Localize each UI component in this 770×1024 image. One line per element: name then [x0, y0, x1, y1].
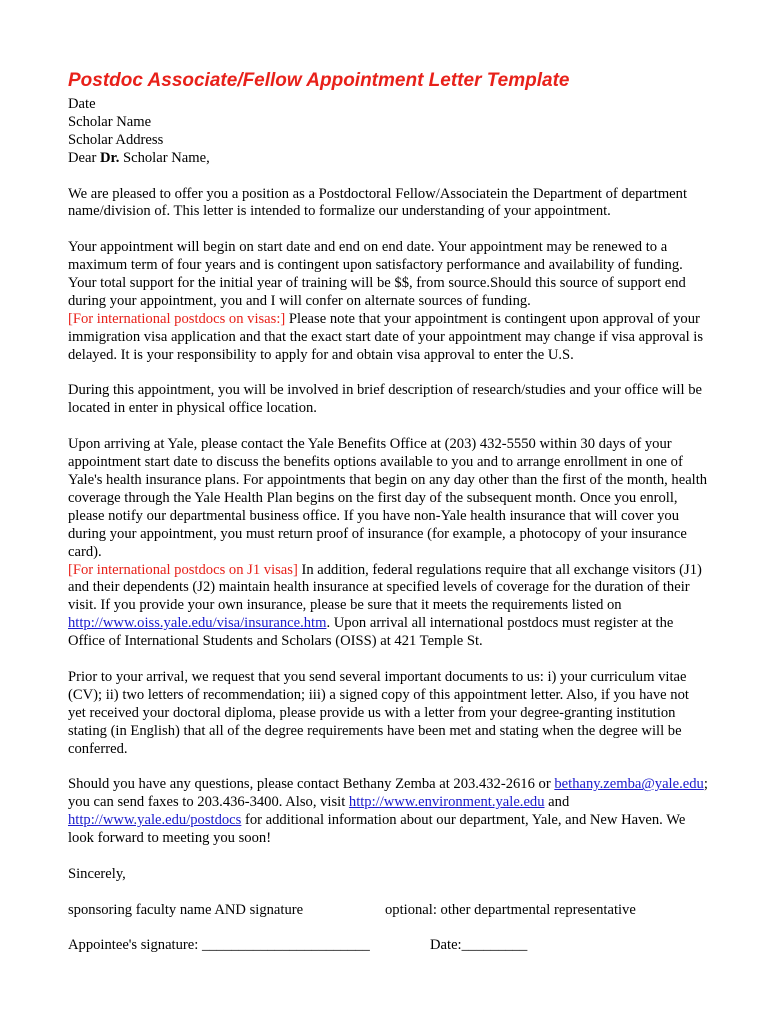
oiss-insurance-link[interactable]: http://www.oiss.yale.edu/visa/insurance.htm: [68, 615, 327, 632]
contact-text-a: Should you have any questions, please contact Bethany Zemba at 203.432-2616 or: [68, 776, 555, 793]
appointee-row: [68, 937, 710, 955]
contact-text-b: ; you can send faxes to 203.436-3400. Also, visit: [68, 776, 708, 811]
signature-row: [68, 902, 710, 920]
j1-note-tag: [For international postdocs on J1 visas]: [68, 561, 298, 578]
postdocs-site-link[interactable]: http://www.yale.edu/postdocs: [68, 812, 242, 829]
paragraph-research: During this appointment, you will be involved in brief description of research/studies and your office will be located in enter in physical office location.: [68, 382, 703, 417]
benefits-text: Upon arriving at Yale, please contact the Yale Benefits Office at (203) 432-5550 within 30 days of your appointment start date to discuss the benefits options available to you and to arrange enrollment in one of Yale's health insurance plans. For appointments that begin on any day other than the first of the month, health coverage through the Yale Health Plan begins on the first day of the subsequent month. Once you enroll, please notify our departmental business office. If you have non-Yale health insurance that will cover you during your appointment, you must return proof of insurance (for example, a photocopy of your insurance card).: [68, 436, 708, 560]
department-rep-label: optional: other departmental representative: [385, 901, 636, 918]
document-title: Postdoc Associate/Fellow Appointment Letter Template: [68, 70, 570, 91]
paragraph-documents: Prior to your arrival, we request that you send several important documents to us: i) your curriculum vitae (CV); ii) two letters of recommendation; iii) a signed copy of this appointment letter. Also, if you have not yet received your doctoral diploma, please provide us with a letter from your degree-granting institution stating (in English) that all of the degree requirements have been met and stating when the degree will be conferred.: [68, 668, 689, 757]
contact-text-c: and: [544, 794, 570, 811]
contact-email-link[interactable]: bethany.zemba@yale.edu: [554, 776, 704, 793]
salutation-name: Scholar Name,: [119, 149, 210, 166]
scholar-name-line: Scholar Name: [68, 113, 152, 130]
date-line: Date: [68, 96, 96, 112]
visa-note-tag: [For international postdocs on visas:]: [68, 310, 286, 327]
salutation: [68, 150, 710, 168]
salutation-title: Dr.: [100, 149, 120, 166]
paragraph-benefits: [68, 436, 710, 651]
paragraph-appointment-term: [68, 239, 710, 364]
j1-note-text: In addition, federal regulations require that all exchange visitors (J1) and their dependents (J2) maintain health insurance at specified levels of coverage for the duration of their visit. If you provide your own insurance, please be sure that it meets the requirements listed on: [68, 561, 702, 614]
date-signature-field[interactable]: Date:_________: [430, 937, 528, 954]
salutation-prefix: Dear: [68, 149, 101, 166]
oiss-registration-text: . Upon arrival all international postdocs must register at the Office of International Students and Scholars (OISS) at 421 Temple St.: [68, 615, 674, 650]
paragraph-offer: We are pleased to offer you a position as a Postdoctoral Fellow/Associatein the Department of department name/division of. This letter is intended to formalize our understanding of your appointment.: [68, 185, 688, 220]
environment-site-link[interactable]: http://www.environment.yale.edu: [348, 794, 545, 811]
contact-text-d: for additional information about our department, Yale, and New Haven. We look forward to meeting you soon!: [68, 812, 686, 847]
appointment-term-text: Your appointment will begin on start date and end on end date. Your appointment may be renewed to a maximum term of four years and is contingent upon satisfactory performance and availability of funding. Your total support for the initial year of training will be $$, from source.Should this source of support end during your appointment, you and I will confer on alternate sources of funding.: [68, 239, 686, 309]
faculty-signature-label: sponsoring faculty name AND signature: [68, 901, 304, 918]
visa-note-text: Please note that your appointment is contingent upon approval of your immigration visa application and that the exact start date of your appointment may change if visa approval is delayed. It is your responsibility to apply for and obtain visa approval to enter the U.S.: [68, 310, 704, 363]
paragraph-contact: [68, 776, 710, 848]
scholar-address-line: Scholar Address: [68, 131, 164, 148]
appointee-signature-field[interactable]: Appointee's signature: _______________________: [68, 937, 370, 954]
closing: Sincerely,: [68, 865, 126, 882]
